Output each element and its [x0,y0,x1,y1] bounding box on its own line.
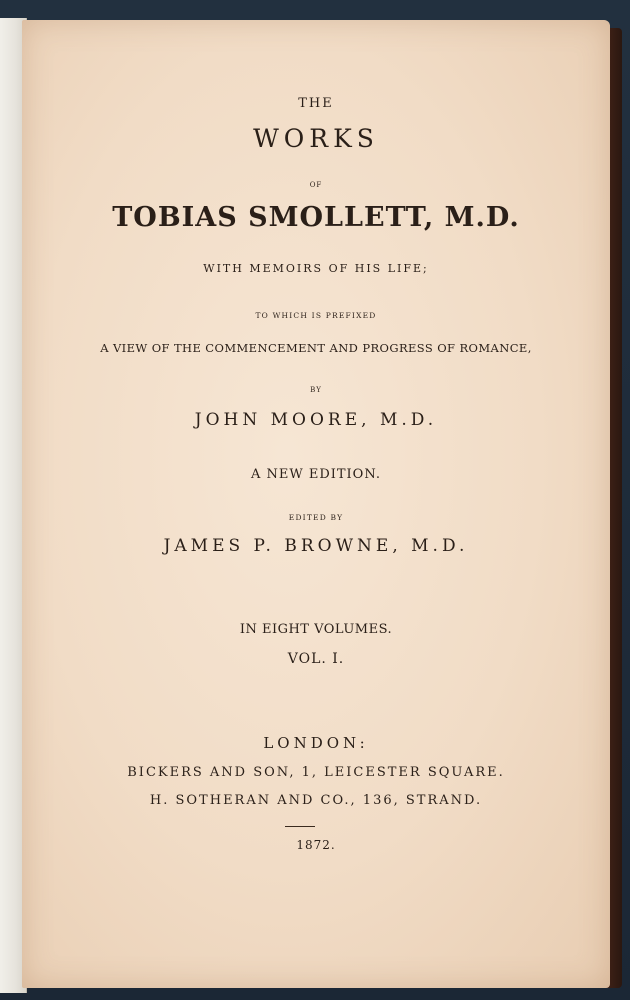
volumes-line: IN EIGHT VOLUMES. [239,622,393,637]
edited-by-line: EDITED BY [288,513,344,522]
title-the: THE [298,96,334,111]
memoir-author: JOHN MOORE, M.D. [194,410,438,430]
romance-view-line: A VIEW OF THE COMMENCEMENT AND PROGRESS OF ROMANCE, [100,341,532,355]
by-line: BY [310,386,322,394]
memoirs-line: WITH MEMOIRS OF HIS LIFE; [203,262,429,275]
title-works: WORKS [253,124,379,153]
edition-line: A NEW EDITION. [250,467,382,482]
prefixed-line: TO WHICH IS PREFIXED [255,311,377,320]
publication-year: 1872. [296,838,336,852]
publisher-line-2: H. SOTHERAN AND CO., 136, STRAND. [149,793,483,808]
title-page [22,0,610,968]
publisher-line-1: BICKERS AND SON, 1, LEICESTER SQUARE. [127,765,505,780]
divider-rule [285,826,315,827]
volume-number: VOL. I. [287,651,345,667]
place-of-publication: LONDON: [263,734,369,752]
editor-name: JAMES P. BROWNE, M.D. [163,536,469,556]
author-name: TOBIAS SMOLLETT, M.D. [112,202,520,233]
title-of: OF [309,181,323,189]
